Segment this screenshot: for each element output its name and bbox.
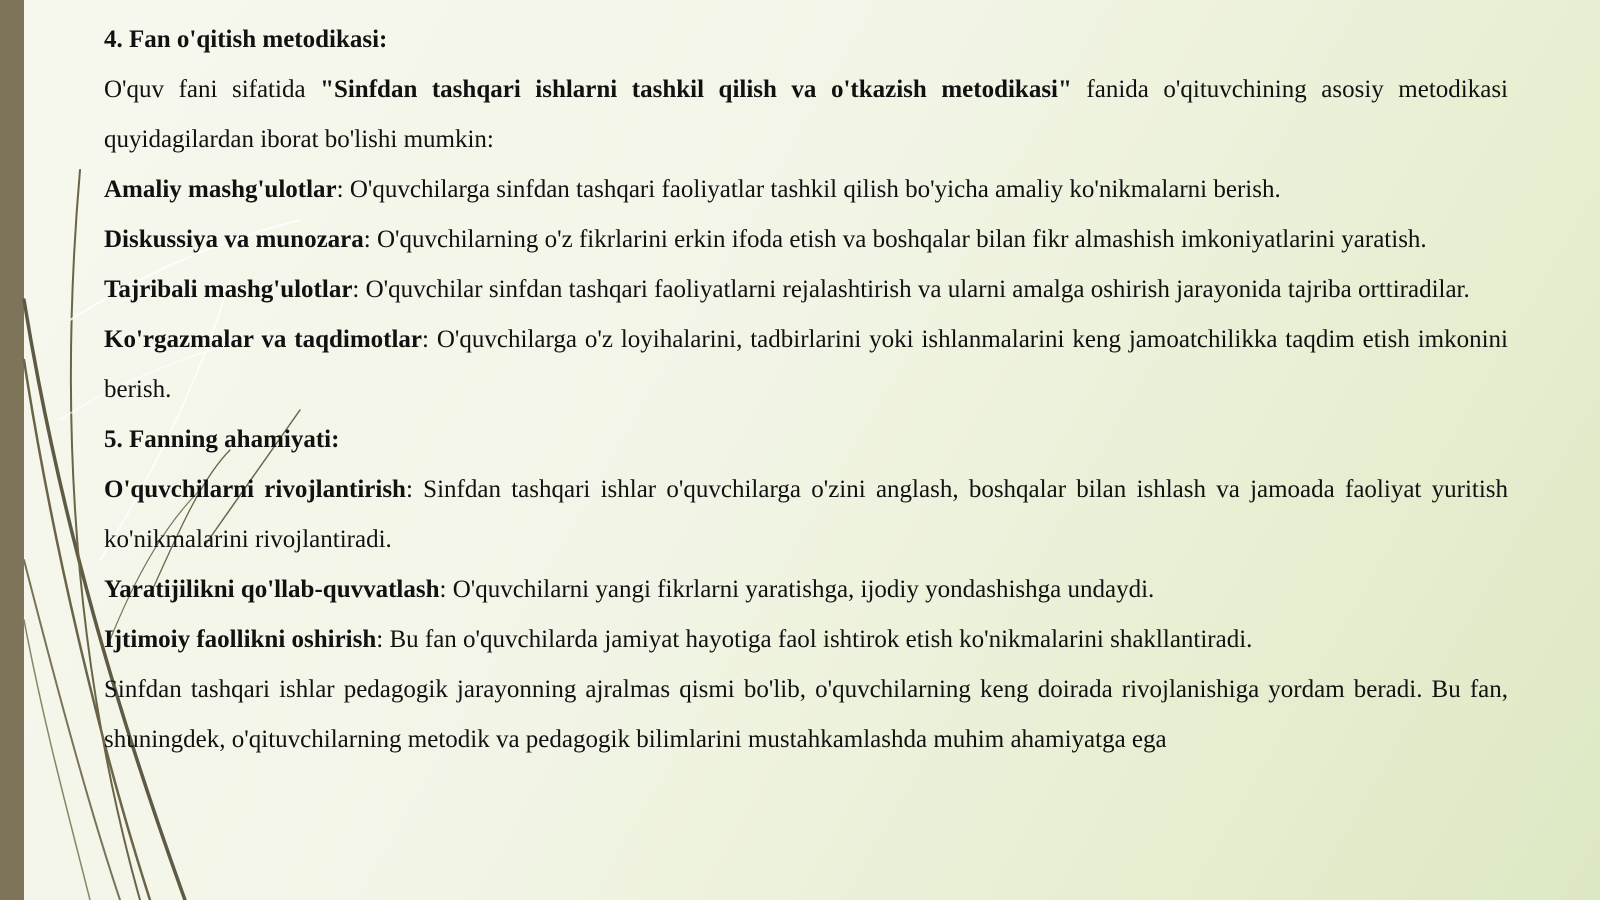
conclusion-paragraph: Sinfdan tashqari ishlar pedagogik jarayonning ajralmas qismi bo'lib, o'quvchilarning keng doirada rivojlanishiga yordam beradi. Bu fan, shuningdek, o'qituvchilarning metodik va pedagogik bilimlarini mustahkamlashda muhim ahamiyatga ega: [104, 676, 1508, 753]
importance-term: Ijtimoiy faollikni oshirish: [104, 626, 377, 653]
section-5-heading: 5. Fanning ahamiyati:: [104, 426, 340, 453]
importance-item: [104, 565, 1508, 615]
method-term: Tajribali mashg'ulotlar: [104, 276, 353, 303]
importance-description: : O'quvchilarni yangi fikrlarni yaratishga, ijodiy yondashishga undaydi.: [439, 576, 1155, 603]
method-item: [104, 215, 1508, 265]
method-description: : O'quvchilarning o'z fikrlarini erkin ifoda etish va boshqalar bilan fikr almashish imkoniyatlarini yaratish.: [363, 226, 1427, 253]
importance-term: O'quvchilarni rivojlantirish: [104, 476, 406, 503]
method-term: Diskussiya va munozara: [104, 226, 364, 253]
method-description: : O'quvchilarga sinfdan tashqari faoliyatlar tashkil qilish bo'yicha amaliy ko'nikmalarni berish.: [336, 176, 1281, 203]
method-item: [104, 165, 1508, 215]
importance-description: : Bu fan o'quvchilarda jamiyat hayotiga faol ishtirok etish ko'nikmalarini shakllantiradi.: [376, 626, 1253, 653]
importance-term: Yaratijilikni qo'llab-quvvatlash: [104, 576, 440, 603]
slide-content: [104, 15, 1508, 765]
method-description: : O'quvchilarga o'z loyihalarini, tadbirlarini yoki ishlanmalarini keng jamoatchilikka taqdim etish imkonini berish.: [104, 326, 1508, 403]
section-4-heading: 4. Fan o'qitish metodikasi:: [104, 26, 388, 53]
importance-description: : Sinfdan tashqari ishlar o'quvchilarga o'zini anglash, boshqalar bilan ishlash va jamoada faoliyat yuritish ko'nikmalarini rivojlantiradi.: [104, 476, 1509, 553]
method-term: Amaliy mashg'ulotlar: [104, 176, 337, 203]
section-4-intro: O'quv fani sifatida "Sinfdan tashqari ishlarni tashkil qilish va o'tkazish metodikasi" fanida o'qituvchining asosiy metodikasi quyidagilardan iborat bo'lishi mumkin:: [104, 76, 1508, 153]
importance-item: [104, 465, 1508, 565]
importance-item: [104, 615, 1508, 665]
method-term: Ko'rgazmalar va taqdimotlar: [104, 326, 423, 353]
method-item: [104, 315, 1508, 415]
method-item: [104, 265, 1508, 315]
method-description: : O'quvchilar sinfdan tashqari faoliyatlarni rejalashtirish va ularni amalga oshirish jarayonida tajriba orttiradilar.: [352, 276, 1470, 303]
